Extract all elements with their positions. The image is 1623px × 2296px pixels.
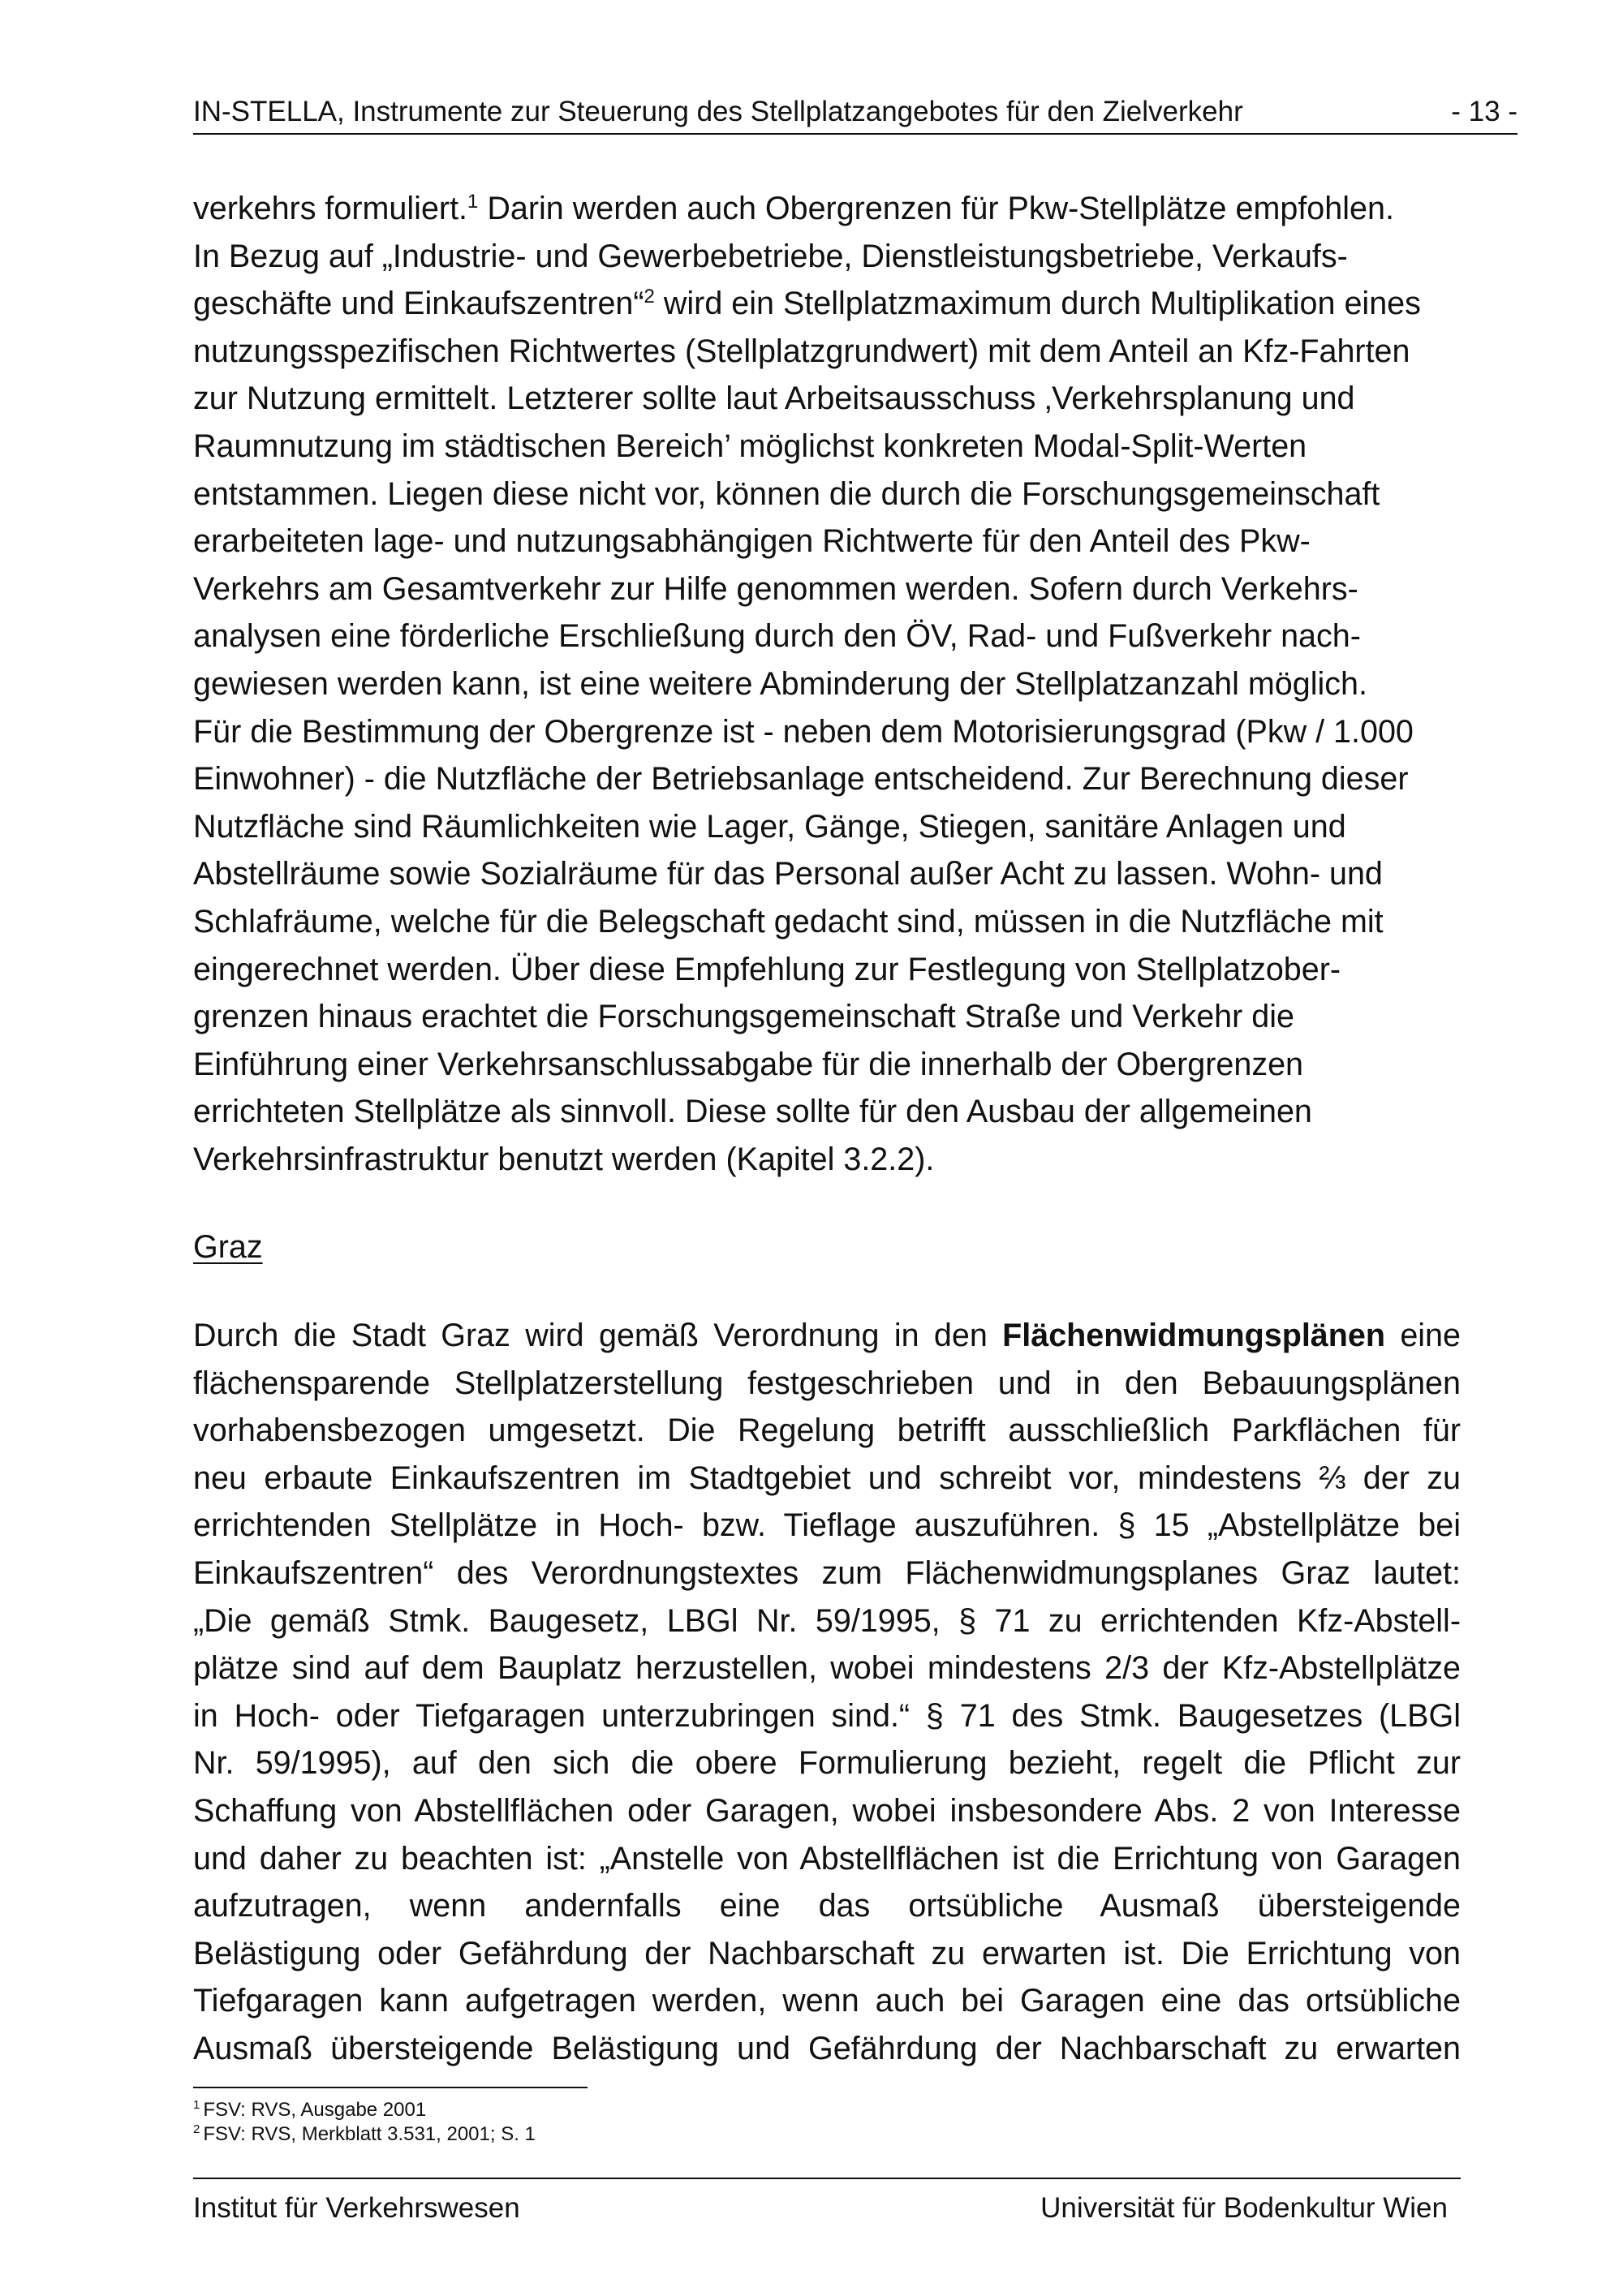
- text-line: Schlafräume, welche für die Belegschaft gedacht sind, müssen in die Nutzfläche mit: [193, 903, 1384, 939]
- text-line: verkehrs formuliert.$^1$ Darin werden auch Obergrenzen für Pkw-Stellplätze empfohlen.: [193, 190, 1394, 226]
- text-line: erarbeiteten lage- und nutzungsabhängigen Richtwerte für den Anteil des Pkw-: [193, 523, 1311, 560]
- paragraph-1: [193, 185, 1461, 1183]
- text-line: Einführung einer Verkehrsanschlussabgabe für die innerhalb der Obergrenzen: [193, 1046, 1304, 1082]
- text-line: Belästigung oder Gefährdung der Nachbarschaft zu erwarten ist. Die Errichtung von: [193, 1935, 1461, 1971]
- footnotes: [193, 2098, 1459, 2147]
- text-line: Verkehrs am Gesamtverkehr zur Hilfe genommen werden. Sofern durch Verkehrs-: [193, 570, 1358, 607]
- text-line: neu erbaute Einkaufszentren im Stadtgebiet und schreibt vor, mindestens ⅔ der zu: [193, 1460, 1461, 1496]
- text-line: entstammen. Liegen diese nicht vor, können die durch die Forschungsgemeinschaft: [193, 475, 1380, 512]
- text-line: Einwohner) - die Nutzfläche der Betriebsanlage entscheidend. Zur Berechnung dieser: [193, 761, 1409, 798]
- footnote-divider: [193, 2087, 588, 2088]
- text-line: gewiesen werden kann, ist eine weitere Abminderung der Stellplatzanzahl möglich.: [193, 665, 1367, 702]
- text-line: Durch die Stadt Graz wird gemäß Verordnung in den Flächenwidmungsplänen eine: [193, 1318, 1461, 1354]
- text-line: analysen eine förderliche Erschließung durch den ÖV, Rad- und Fußverkehr nach-: [193, 618, 1361, 655]
- bold-term: Flächenwidmungsplänen: [1002, 1318, 1385, 1354]
- body-text: [193, 185, 1461, 2073]
- text-line: errichteten Stellplätze als sinnvoll. Diese sollte für den Ausbau der allgemeinen: [193, 1094, 1312, 1130]
- text-line: vorhabensbezogen umgesetzt. Die Regelung betrifft ausschließlich Parkflächen für: [193, 1412, 1461, 1449]
- text-line: Nr. 59/1995), auf den sich die obere Formulierung bezieht, regelt die Pflicht zur: [193, 1745, 1461, 1782]
- text-line: Für die Bestimmung der Obergrenze ist - neben dem Motorisierungsgrad (Pkw / 1.000: [193, 713, 1414, 750]
- text-line: in Hoch- oder Tiefgaragen unterzubringen sind.“ § 71 des Stmk. Baugesetzes (LBGl: [193, 1697, 1461, 1734]
- running-header: [193, 94, 1518, 135]
- text-line: Einkaufszentren“ des Verordnungstextes zum Flächenwidmungsplanes Graz lautet:: [193, 1555, 1461, 1592]
- footnote-2: $^2$ FSV: RVS, Merkblatt 3.531, 2001; S. 1: [193, 2122, 536, 2145]
- text-line: Raumnutzung im städtischen Bereich’ möglichst konkreten Modal-Split-Werten: [193, 428, 1307, 464]
- footer-institute: Institut für Verkehrswesen: [193, 2192, 520, 2224]
- footer-university: Universität für Bodenkultur Wien: [1040, 2192, 1448, 2224]
- text-line: geschäfte und Einkaufszentren“$^2$ wird ein Stellplatzmaximum durch Multiplikation eines: [193, 286, 1421, 322]
- section-heading: Graz: [193, 1229, 263, 1266]
- footnote-ref-2: 2: [644, 286, 655, 308]
- running-footer: [193, 2178, 1461, 2226]
- text-line: nutzungsspezifischen Richtwertes (Stellplatzgrundwert) mit dem Anteil an Kfz-Fahrten: [193, 333, 1410, 369]
- header-title: IN-STELLA, Instrumente zur Steuerung des Stellplatzangebotes für den Zielverkehr: [193, 96, 1243, 127]
- text-line: zur Nutzung ermittelt. Letzterer sollte laut Arbeitsausschuss ‚Verkehrsplanung und: [193, 381, 1355, 417]
- text-line: In Bezug auf „Industrie- und Gewerbebetriebe, Dienstleistungsbetriebe, Verkaufs-: [193, 238, 1348, 274]
- text-line: Tiefgaragen kann aufgetragen werden, wenn auch bei Garagen eine das ortsübliche: [193, 1983, 1461, 2019]
- text-line: grenzen hinaus erachtet die Forschungsgemeinschaft Straße und Verkehr die: [193, 999, 1294, 1035]
- text-line: Ausmaß übersteigende Belästigung und Gefährdung der Nachbarschaft zu erwarten: [193, 2030, 1461, 2066]
- text-line: Nutzfläche sind Räumlichkeiten wie Lager, Gänge, Stiegen, sanitäre Anlagen und: [193, 808, 1346, 845]
- text-line: errichtenden Stellplätze in Hoch- bzw. Tieflage auszuführen. § 15 „Abstellplätze bei: [193, 1507, 1461, 1544]
- text-line: und daher zu beachten ist: „Anstelle von Abstellflächen ist die Errichtung von Garagen: [193, 1840, 1461, 1877]
- text-line: „Die gemäß Stmk. Baugesetz, LBGl Nr. 59/1995, § 71 zu errichtenden Kfz-Abstell-: [193, 1602, 1461, 1639]
- footnote-1: $^1$ FSV: RVS, Ausgabe 2001: [193, 2098, 427, 2121]
- paragraph-2: [193, 1312, 1461, 2073]
- text-line: plätze sind auf dem Bauplatz herzustellen, wobei mindestens 2/3 der Kfz-Abstellplätze: [193, 1650, 1461, 1687]
- paragraph-spacer: [193, 1271, 1461, 1312]
- page-number: - 13 -: [1451, 96, 1518, 127]
- text-line: Abstellräume sowie Sozialräume für das Personal außer Acht zu lassen. Wohn- und: [193, 856, 1383, 892]
- footnote-ref-1: 1: [467, 190, 479, 213]
- text-line: eingerechnet werden. Über diese Empfehlung zur Festlegung von Stellplatzober-: [193, 951, 1341, 987]
- paragraph-spacer: [193, 1183, 1461, 1223]
- text-line: Schaffung von Abstellflächen oder Garagen, wobei insbesondere Abs. 2 von Interesse: [193, 1793, 1461, 1829]
- text-line: aufzutragen, wenn andernfalls eine das ortsübliche Ausmaß übersteigende: [193, 1888, 1461, 1924]
- text-line: Verkehrsinfrastruktur benutzt werden (Kapitel 3.2.2).: [193, 1141, 935, 1177]
- text-line: flächensparende Stellplatzerstellung festgeschrieben und in den Bebauungsplänen: [193, 1365, 1461, 1401]
